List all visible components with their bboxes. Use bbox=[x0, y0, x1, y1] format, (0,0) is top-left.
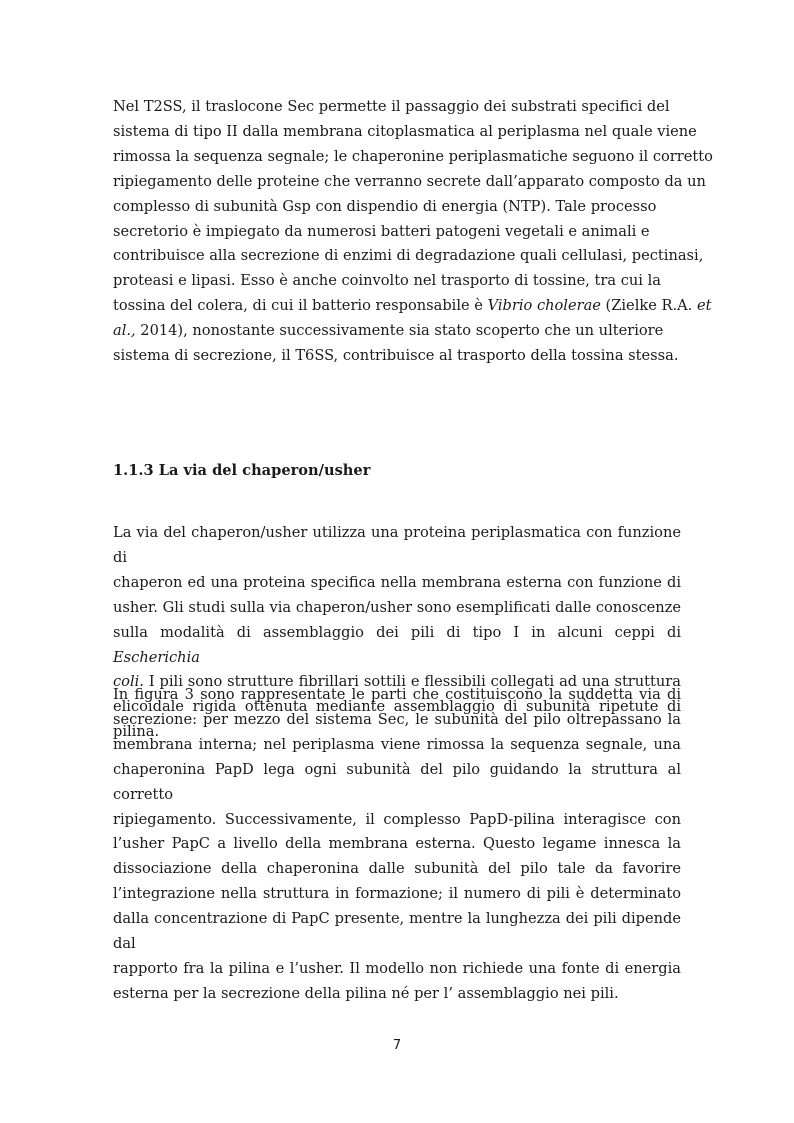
text-line: rimossa la sequenza segnale; le chaperonine periplasmatiche seguono il corretto bbox=[113, 147, 713, 165]
text-line: proteasi e lipasi. Esso è anche coinvolto nel trasporto di tossine, tra cui la bbox=[113, 272, 661, 290]
text-line: sistema di tipo II dalla membrana citoplasmatica al periplasma nel quale viene bbox=[113, 122, 697, 140]
text-line bbox=[113, 294, 712, 319]
page-number: 7 bbox=[392, 1038, 402, 1053]
text-line: contribuisce alla secrezione di enzimi di degradazione quali cellulasi, pectinasi, bbox=[113, 247, 704, 265]
text-line bbox=[113, 621, 681, 671]
text-line: elicoidale rigida ottenuta mediante assemblaggio di subunità ripetute di pilina. bbox=[113, 698, 681, 741]
text-line bbox=[113, 319, 681, 344]
text-line: l’integrazione nella struttura in formazione; il numero di pili è determinato bbox=[113, 885, 681, 903]
species-name: Vibrio cholerae bbox=[487, 297, 601, 315]
text-span: sulla modalità di assemblaggio dei pili di tipo I in alcuni ceppi di bbox=[113, 623, 681, 641]
citation-italic: et bbox=[696, 297, 712, 315]
text-span: tossina del colera, di cui il batterio responsabile è bbox=[113, 297, 488, 315]
text-line: In figura 3 sono rappresentate le parti che costituiscono la suddetta via di bbox=[113, 686, 681, 703]
text-line: l’usher PapC a livello della membrana esterna. Questo legame innesca la bbox=[113, 835, 681, 853]
paragraph-figure-3 bbox=[113, 683, 681, 1007]
text-span: 2014), nonostante successivamente sia stato scoperto che un ulteriore bbox=[135, 322, 664, 340]
section-heading: 1.1.3 La via del chaperon/usher bbox=[113, 462, 371, 479]
text-line: chaperon ed una proteina specifica nella membrana esterna con funzione di bbox=[113, 573, 681, 591]
text-line: ripiegamento. Successivamente, il complesso PapD-pilina interagisce con bbox=[113, 810, 681, 828]
text-line: esterna per la secrezione della pilina né per l’ assemblaggio nei pili. bbox=[113, 984, 619, 1002]
text-span: I pili sono strutture fibrillari sottili e flessibili collegati ad una struttura bbox=[143, 673, 681, 691]
text-line: chaperonina PapD lega ogni subunità del pilo guidando la struttura al corretto bbox=[113, 760, 681, 803]
text-line: membrana interna; nel periplasma viene rimossa la sequenza segnale, una bbox=[113, 735, 681, 753]
species-name: coli. bbox=[113, 673, 144, 691]
text-line: La via del chaperon/usher utilizza una proteina periplasmatica con funzione di bbox=[113, 524, 681, 566]
citation-italic: al., bbox=[113, 322, 136, 340]
text-line: Nel T2SS, il traslocone Sec permette il passaggio dei substrati specifici del bbox=[113, 98, 670, 115]
text-line: usher. Gli studi sulla via chaperon/usher sono esemplificati dalle conoscenze bbox=[113, 598, 681, 616]
text-line: ripiegamento delle proteine che verranno secrete dall’apparato composto da un bbox=[113, 172, 706, 190]
text-line: dissociazione della chaperonina dalle subunità del pilo tale da favorire bbox=[113, 860, 681, 878]
text-line: rapporto fra la pilina e l’usher. Il modello non richiede una fonte di energia bbox=[113, 959, 681, 977]
text-span: (Zielke R.A. bbox=[600, 297, 697, 315]
text-line: sistema di secrezione, il T6SS, contribuisce al trasporto della tossina stessa. bbox=[113, 347, 679, 365]
species-name: Escherichia bbox=[113, 648, 200, 666]
text-line: secretorio è impiegato da numerosi batteri patogeni vegetali e animali e bbox=[113, 222, 650, 240]
paragraph-t2ss bbox=[113, 95, 713, 369]
text-line: complesso di subunità Gsp con dispendio di energia (NTP). Tale processo bbox=[113, 197, 657, 215]
text-line: dalla concentrazione di PapC presente, mentre la lunghezza dei pili dipende dal bbox=[113, 910, 681, 953]
text-line: secrezione: per mezzo del sistema Sec, le subunità del pilo oltrepassano la bbox=[113, 710, 681, 728]
